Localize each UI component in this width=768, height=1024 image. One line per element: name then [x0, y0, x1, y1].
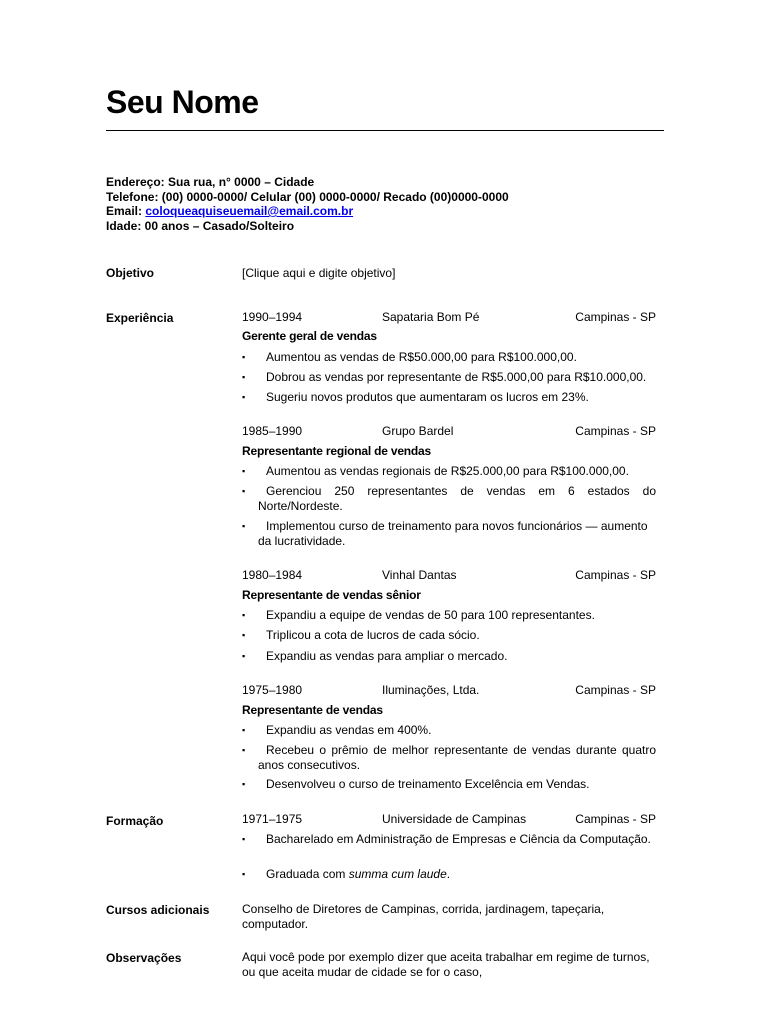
bullet-icon: ▪ [242, 630, 246, 640]
email-line [106, 204, 509, 219]
objetivo-placeholder[interactable]: [Clique aqui e digite objetivo] [242, 266, 396, 280]
bullet-icon: ▪ [242, 372, 246, 382]
phone-line: Telefone: (00) 0000-0000/ Celular (00) 0000-0000/ Recado (00)0000-0000 [106, 189, 509, 204]
bullet-icon: ▪ [242, 352, 246, 362]
job-location: Campinas - SP [575, 683, 656, 697]
address-line: Endereço: Sua rua, n° 0000 – Cidade [106, 175, 315, 189]
bullet-icon: ▪ [242, 486, 246, 496]
job-header [242, 683, 656, 698]
section-label-experiencia: Experiência [106, 311, 174, 325]
job-location: Campinas - SP [575, 424, 656, 438]
section-label-observacoes: Observações [106, 951, 182, 965]
job-company: Sapataria Bom Pé [382, 310, 480, 324]
job-years: 1990–1994 [242, 310, 303, 324]
job-header [242, 310, 656, 325]
age-line: Idade: 00 anos – Casado/Solteiro [106, 218, 295, 233]
list-item: ▪ Triplicou a cota de lucros de cada sócio. [242, 628, 480, 642]
education-years: 1971–1975 [242, 812, 303, 826]
job-title: Representante regional de vendas [242, 444, 431, 458]
education-header [242, 812, 656, 827]
header-divider [106, 130, 664, 131]
list-item: ▪ Implementou curso de treinamento para novos funcionários — aumento da lucratividade. [242, 519, 648, 548]
list-item [242, 867, 656, 882]
job-company: Grupo Bardel [382, 424, 454, 438]
bullet-icon: ▪ [242, 779, 246, 789]
list-item: ▪ Aumentou as vendas regionais de R$25.000,00 para R$100.000,00. [242, 464, 629, 478]
section-label-objetivo: Objetivo [106, 266, 155, 280]
job-years: 1985–1990 [242, 424, 303, 438]
education-school: Universidade de Campinas [382, 812, 527, 826]
graduation-period: . [446, 867, 451, 881]
job-header [242, 424, 656, 439]
email-link[interactable]: coloqueaquiseuemail@email.com.br [145, 204, 354, 218]
list-item: ▪ Desenvolveu o curso de treinamento Excelência em Vendas. [242, 777, 590, 791]
job-company: Iluminações, Ltda. [382, 683, 480, 697]
job-location: Campinas - SP [575, 310, 656, 324]
job-location: Campinas - SP [575, 568, 656, 582]
job-years: 1975–1980 [242, 683, 303, 697]
job-title: Representante de vendas sênior [242, 588, 421, 602]
graduation-text: Graduada com [266, 867, 349, 881]
list-item: ▪ Expandiu as vendas para ampliar o mercado. [242, 649, 508, 663]
bullet-icon: ▪ [242, 834, 246, 844]
list-item: ▪ Expandiu as vendas em 400%. [242, 723, 432, 737]
list-item: ▪ Dobrou as vendas por representante de R$5.000,00 para R$10.000,00. [242, 370, 647, 384]
observacoes-text: Aqui você pode por exemplo dizer que aceita trabalhar em regime de turnos, ou que aceita mudar de cidade se for o caso, [242, 950, 650, 979]
resume-name-heading: Seu Nome [106, 84, 259, 120]
cursos-text: Conselho de Diretores de Campinas, corrida, jardinagem, tapeçaria, computador. [242, 902, 605, 931]
job-years: 1980–1984 [242, 568, 303, 582]
job-company: Vinhal Dantas [382, 568, 457, 582]
bullet-icon: ▪ [242, 869, 246, 879]
list-item: ▪ Aumentou as vendas de R$50.000,00 para R$100.000,00. [242, 350, 577, 364]
bullet-icon: ▪ [242, 466, 246, 476]
email-label: Email: [106, 204, 146, 218]
list-item: ▪ Gerenciou 250 representantes de vendas em 6 estados do Norte/Nordeste. [242, 484, 656, 513]
bullet-icon: ▪ [242, 521, 246, 531]
bullet-icon: ▪ [242, 651, 246, 661]
job-header [242, 568, 656, 583]
bullet-icon: ▪ [242, 610, 246, 620]
job-title: Representante de vendas [242, 703, 383, 717]
list-item: ▪ Expandiu a equipe de vendas de 50 para 100 representantes. [242, 608, 595, 622]
graduation-honor: summa cum laude [348, 867, 447, 881]
job-title: Gerente geral de vendas [242, 329, 377, 343]
education-location: Campinas - SP [575, 812, 656, 826]
section-label-formacao: Formação [106, 814, 164, 828]
bullet-icon: ▪ [242, 392, 246, 402]
contact-block [106, 175, 509, 233]
section-label-cursos: Cursos adicionais [106, 903, 210, 917]
list-item: ▪ Sugeriu novos produtos que aumentaram os lucros em 23%. [242, 390, 589, 404]
bullet-icon: ▪ [242, 725, 246, 735]
bullet-icon: ▪ [242, 745, 246, 755]
list-item: ▪ Recebeu o prêmio de melhor representante de vendas durante quatro anos consecutivos. [242, 743, 656, 772]
list-item: ▪ Bacharelado em Administração de Empresas e Ciência da Computação. [242, 832, 651, 846]
